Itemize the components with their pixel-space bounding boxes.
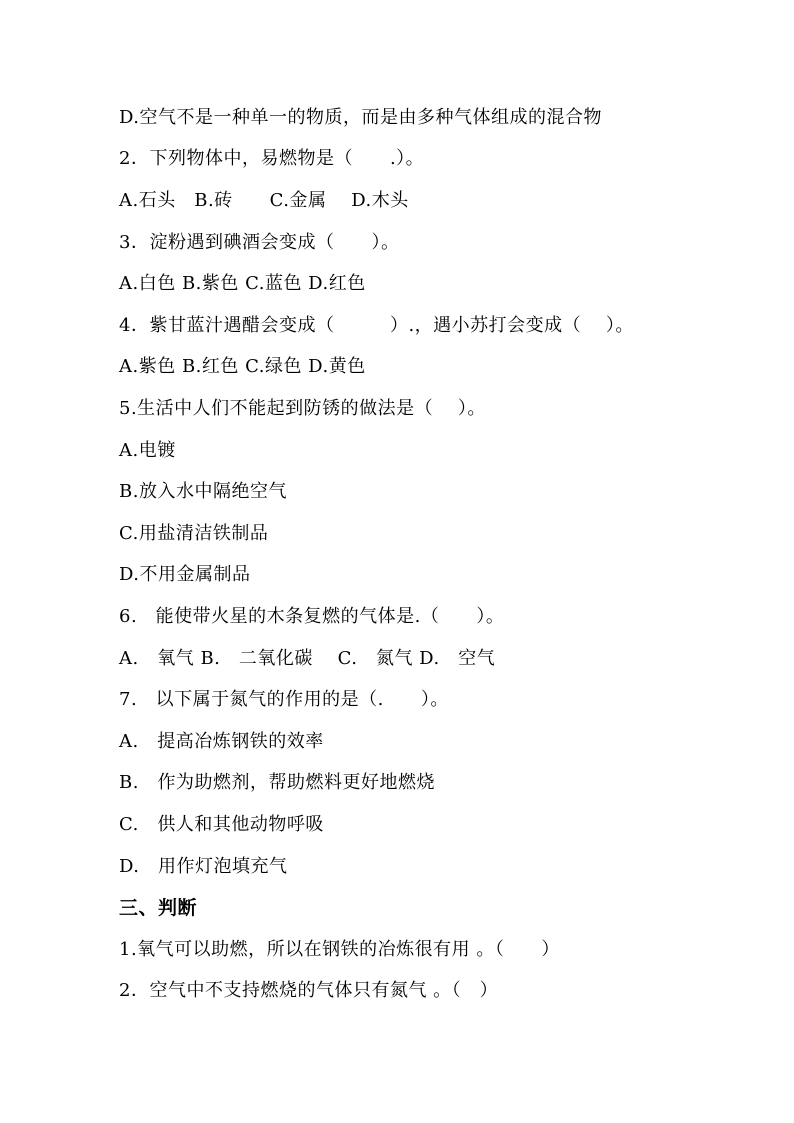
question-7-option-d: D. 用作灯泡填充气 (119, 856, 288, 877)
question-3: 3．淀粉遇到碘酒会变成（ ）。 (119, 232, 400, 253)
question-7-option-a: A. 提高冶炼钢铁的效率 (119, 731, 324, 752)
question-2: 2．下列物体中，易燃物是（ .）。 (119, 148, 425, 169)
question-4-options: A.紫色 B.红色 C.绿色 D.黄色 (119, 356, 366, 377)
section-heading: 三、判断 (119, 897, 198, 919)
judge-question-1: 1.氧气可以助燃，所以在钢铁的冶炼很有用 。（ ） (119, 939, 560, 960)
question-4: 4．紫甘蓝汁遇醋会变成（ ）.，遇小苏打会变成（ ）。 (119, 315, 634, 336)
question-5-option-c: C.用盐清洁铁制品 (119, 523, 269, 544)
question-7: 7. 以下属于氮气的作用的是（. ）。 (119, 689, 449, 710)
question-2-options: A.石头 B.砖 C.金属 D.木头 (119, 190, 409, 211)
option-line: D.空气不是一种单一的物质，而是由多种气体组成的混合物 (119, 107, 603, 128)
question-6: 6. 能使带火星的木条复燃的气体是.（ ）。 (119, 606, 505, 627)
question-7-option-c: C. 供人和其他动物呼吸 (119, 814, 324, 835)
judge-question-2: 2．空气中不支持燃烧的气体只有氮气 。（ ） (119, 980, 499, 1001)
question-5-option-d: D.不用金属制品 (119, 564, 251, 585)
question-5: 5.生活中人们不能起到防锈的做法是（ ）。 (119, 398, 486, 419)
question-5-option-b: B.放入水中隔绝空气 (119, 481, 287, 502)
question-5-option-a: A.电镀 (119, 440, 176, 461)
question-6-options: A. 氧气 B. 二氧化碳 C. 氮气 D. 空气 (119, 648, 496, 669)
question-7-option-b: B. 作为助燃剂，帮助燃料更好地燃烧 (119, 772, 435, 793)
question-3-options: A.白色 B.紫色 C.蓝色 D.红色 (119, 273, 366, 294)
